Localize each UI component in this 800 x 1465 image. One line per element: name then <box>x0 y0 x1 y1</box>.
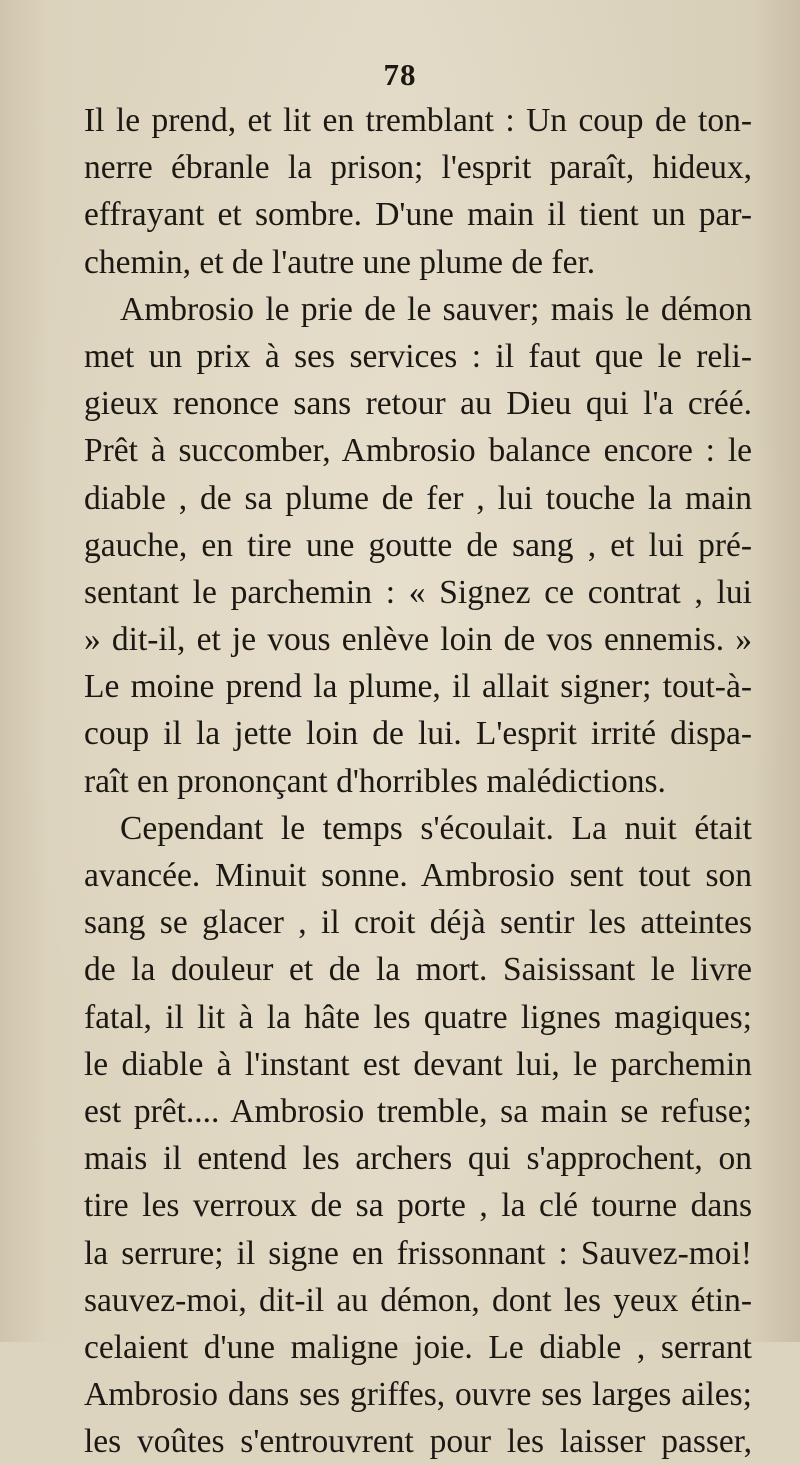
text-line: avancée. Minuit sonne. Ambrosio sent tout son <box>84 857 752 894</box>
text-line: effrayant et sombre. D'une main il tient un par- <box>84 196 752 234</box>
text-line: les voûtes s'entrouvrent pour les laisser passer, <box>84 1423 752 1461</box>
text-line: fatal, il lit à la hâte les quatre lignes magiques; <box>84 998 752 1036</box>
text-line: Prêt à succomber, Ambrosio balance encore : le <box>84 432 752 470</box>
text-line: chemin, et de l'autre une plume de fer. <box>84 243 596 281</box>
text-line: nerre ébranle la prison; l'esprit paraît, hideux, <box>84 149 752 187</box>
text-line: le diable à l'instant est devant lui, le parchemin <box>84 1045 752 1083</box>
text-line: coup il la jette loin de lui. L'esprit irrité dispa- <box>84 715 752 753</box>
text-line: diable , de sa plume de fer , lui touche la main <box>84 479 752 517</box>
text-line: Ambrosio dans ses griffes, ouvre ses larges ailes; <box>84 1376 752 1414</box>
text-line: Cependant le temps s'écoulait. La nuit était <box>120 809 752 847</box>
text-line: celaient d'une maligne joie. Le diable , serrant <box>84 1328 752 1366</box>
text-line: sang se glacer , il croit déjà sentir les atteintes <box>84 904 752 942</box>
text-line: gieux renonce sans retour au Dieu qui l'a créé. <box>84 385 752 423</box>
text-line: Il le prend, et lit en tremblant : Un coup de ton- <box>84 102 752 139</box>
text-line: met un prix à ses services : il faut que le reli- <box>84 337 752 375</box>
text-line: la serrure; il signe en frissonnant : Sauvez-moi! <box>84 1234 752 1272</box>
text-line: raît en prononçant d'horribles malédictions. <box>84 762 666 800</box>
text-line: » dit-il, et je vous enlève loin de vos ennemis. » <box>84 621 752 659</box>
text-line: sauvez-moi, dit-il au démon, dont les yeux étin- <box>84 1281 752 1319</box>
text-line: tire les verroux de sa porte , la clé tourne dans <box>84 1187 752 1225</box>
text-line: Le moine prend la plume, il allait signer; tout-à- <box>84 668 752 706</box>
text-line: de la douleur et de la mort. Saisissant le livre <box>84 951 752 989</box>
text-line: gauche, en tire une goutte de sang , et lui pré- <box>84 526 752 564</box>
text-line: sentant le parchemin : « Signez ce contrat , lui <box>84 573 752 611</box>
page-number: 78 <box>383 57 417 92</box>
body-text <box>84 97 752 1465</box>
text-line: est prêt.... Ambrosio tremble, sa main se refuse; <box>84 1092 752 1130</box>
text-line: Ambrosio le prie de le sauver; mais le démon <box>120 290 752 328</box>
text-line: mais il entend les archers qui s'approchent, on <box>84 1140 752 1178</box>
